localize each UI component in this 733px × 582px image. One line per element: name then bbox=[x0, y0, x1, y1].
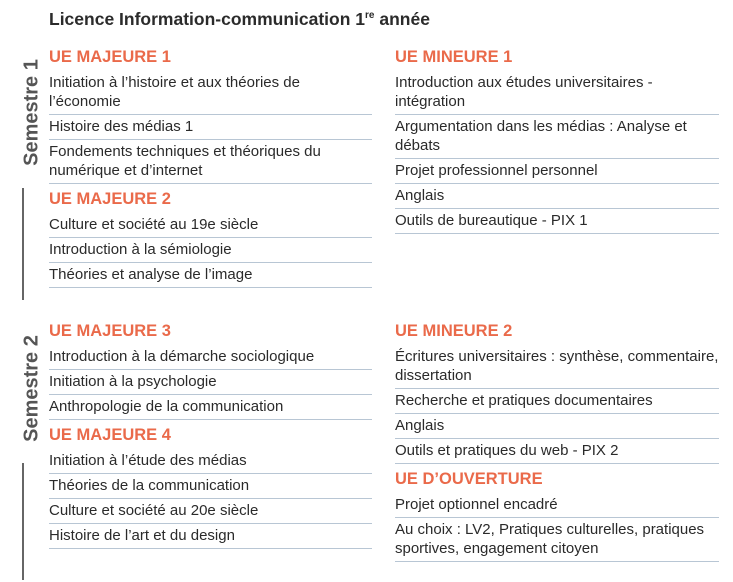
ue-title: UE D’OUVERTURE bbox=[395, 470, 543, 488]
course-item: Au choix : LV2, Pratiques culturelles, pratiques sportives, engagement citoyen bbox=[395, 518, 719, 562]
course-item: Histoire de l’art et du design bbox=[49, 524, 372, 549]
course-item: Initiation à l’histoire et aux théories de l’économie bbox=[49, 71, 372, 115]
ue-block bbox=[395, 470, 719, 562]
semester-2-divider bbox=[22, 463, 24, 580]
course-item: Introduction à la démarche sociologique bbox=[49, 345, 372, 370]
course-item: Anglais bbox=[395, 184, 719, 209]
semester-2-label: Semestre 2 bbox=[20, 335, 43, 442]
ue-block bbox=[49, 426, 372, 549]
semester-1-left-column bbox=[49, 48, 372, 294]
ue-title: UE MAJEURE 3 bbox=[49, 322, 171, 340]
ue-title: UE MAJEURE 2 bbox=[49, 190, 171, 208]
ue-block bbox=[395, 48, 719, 234]
course-item: Initiation à l’étude des médias bbox=[49, 449, 372, 474]
semester-2-right-column bbox=[395, 322, 719, 568]
course-item: Fondements techniques et théoriques du numérique et d’internet bbox=[49, 140, 372, 184]
ue-title: UE MAJEURE 1 bbox=[49, 48, 171, 66]
course-item: Culture et société au 19e siècle bbox=[49, 213, 372, 238]
page-title bbox=[49, 9, 430, 30]
ue-title: UE MAJEURE 4 bbox=[49, 426, 171, 444]
course-item: Outils et pratiques du web - PIX 2 bbox=[395, 439, 719, 464]
course-item: Projet optionnel encadré bbox=[395, 493, 719, 518]
course-item: Outils de bureautique - PIX 1 bbox=[395, 209, 719, 234]
course-item: Théories de la communication bbox=[49, 474, 372, 499]
course-item: Anglais bbox=[395, 414, 719, 439]
ue-title: UE MINEURE 1 bbox=[395, 48, 513, 66]
course-item: Culture et société au 20e siècle bbox=[49, 499, 372, 524]
semester-1-divider bbox=[22, 188, 24, 300]
semester-1-label: Semestre 1 bbox=[20, 59, 43, 166]
course-item: Introduction à la sémiologie bbox=[49, 238, 372, 263]
page-title-superscript: re bbox=[365, 10, 375, 21]
ue-block bbox=[395, 322, 719, 464]
course-item: Projet professionnel personnel bbox=[395, 159, 719, 184]
course-item: Théories et analyse de l’image bbox=[49, 263, 372, 288]
course-item: Anthropologie de la communication bbox=[49, 395, 372, 420]
course-item: Introduction aux études universitaires - intégration bbox=[395, 71, 719, 115]
page-title-suffix: année bbox=[374, 9, 430, 29]
semester-2-left-column bbox=[49, 322, 372, 555]
course-item: Écritures universitaires : synthèse, commentaire, dissertation bbox=[395, 345, 719, 389]
ue-title: UE MINEURE 2 bbox=[395, 322, 513, 340]
ue-block bbox=[49, 322, 372, 420]
page-title-text: Licence Information-communication 1 bbox=[49, 9, 366, 29]
course-item: Recherche et pratiques documentaires bbox=[395, 389, 719, 414]
course-item: Initiation à la psychologie bbox=[49, 370, 372, 395]
semester-1-right-column bbox=[395, 48, 719, 240]
ue-block bbox=[49, 190, 372, 288]
course-item: Argumentation dans les médias : Analyse et débats bbox=[395, 115, 719, 159]
ue-block bbox=[49, 48, 372, 184]
course-item: Histoire des médias 1 bbox=[49, 115, 372, 140]
